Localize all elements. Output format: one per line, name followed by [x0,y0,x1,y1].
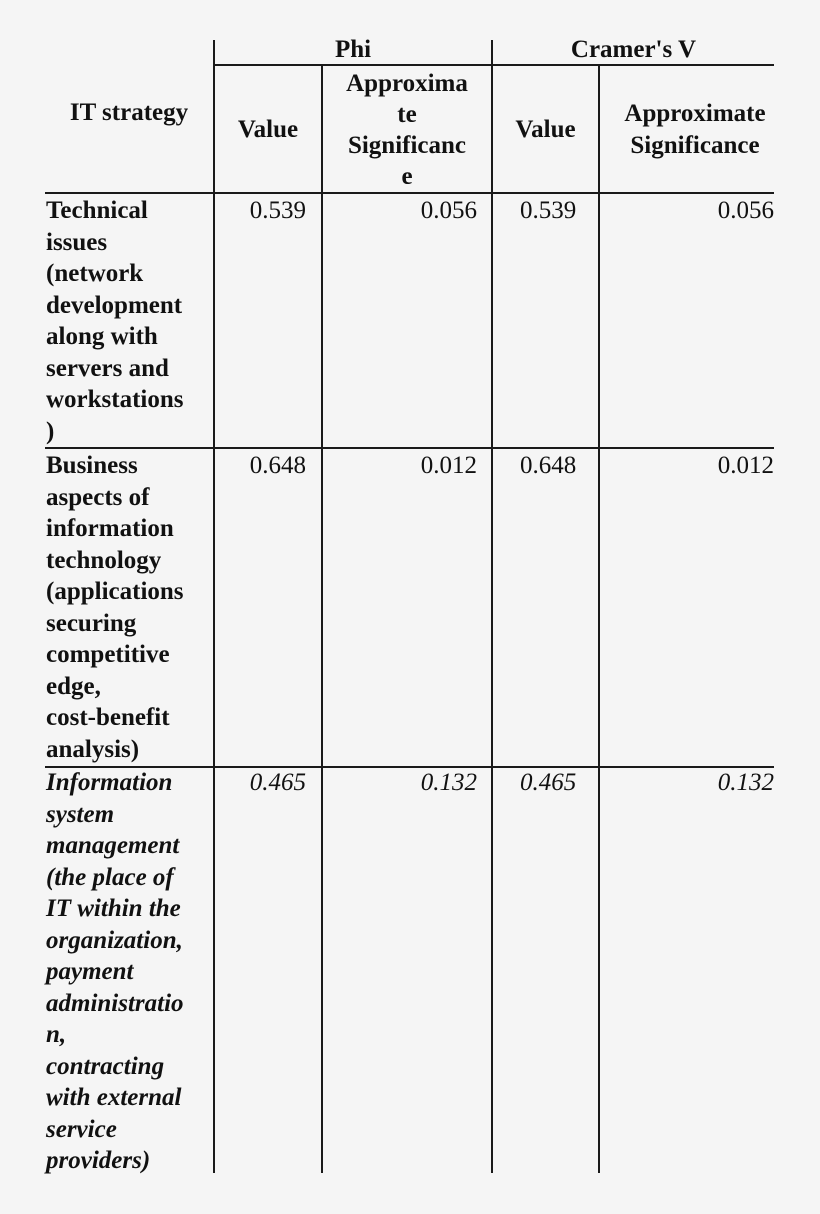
table-cell: 0.648 [249,452,306,479]
cramers-value-column-header: Value [515,116,576,143]
cramers-significance-column-header: Approximate Significance [624,100,766,159]
table-cell: 0.012 [420,452,477,479]
table-cell: 0.539 [520,197,577,224]
column-divider [321,64,323,1173]
table-cell: 0.012 [717,452,774,479]
column-divider [598,64,600,1173]
table-row-label: Business aspects of information technology (applications securing competitive edge, cost-benefit analysis) [46,452,184,763]
table-cell: 0.132 [717,769,774,796]
table-cell: 0.465 [520,769,577,796]
phi-group-header: Phi [334,36,372,63]
phi-significance-column-header: Approxima te Significanc e [346,70,468,190]
column-divider [491,40,493,1173]
table-cell: 0.132 [420,769,477,796]
table-cell: 0.539 [249,197,306,224]
table-cell: 0.056 [717,197,774,224]
table-row-label: Information system management (the place of IT within the organization, payment administratio n, contracting with external service providers) [46,769,184,1174]
cramers-v-group-header: Cramer's V [570,36,697,63]
phi-value-column-header: Value [237,116,299,143]
row-divider [45,447,774,449]
table-row-label: Technical issues (network development along with servers and workstations ) [46,197,184,445]
it-strategy-column-header: IT strategy [69,99,189,126]
table-cell: 0.648 [520,452,577,479]
table-cell: 0.465 [249,769,306,796]
header-bottom-rule [45,192,774,194]
table-cell: 0.056 [420,197,477,224]
